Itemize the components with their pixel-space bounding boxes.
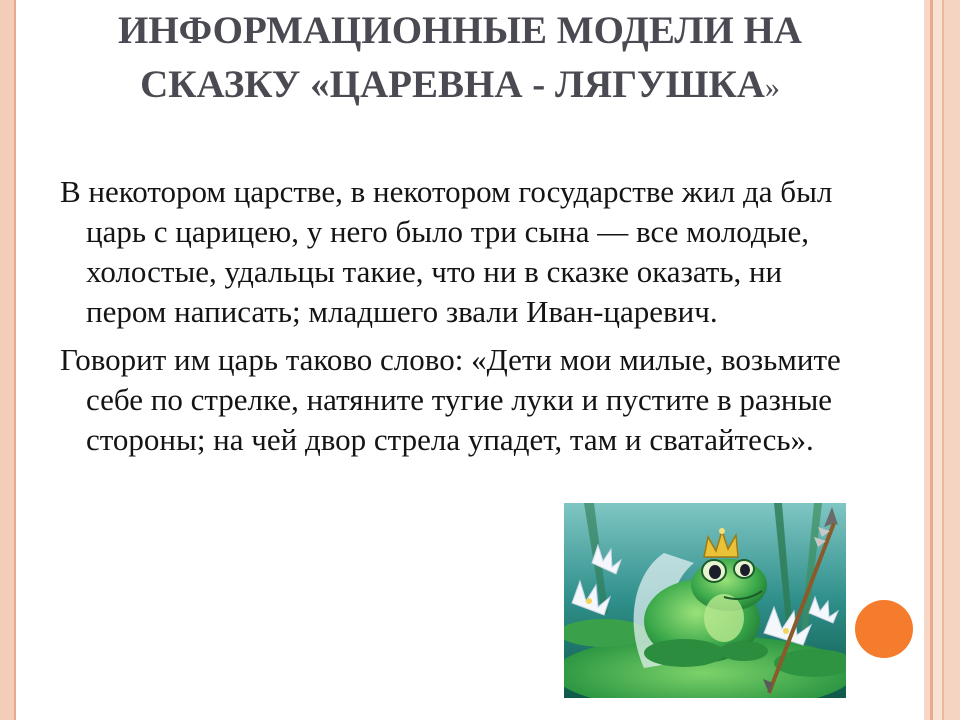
orange-circle-decoration: [855, 600, 913, 658]
frog-princess-image: [564, 503, 846, 698]
slide-title-main: ИНФОРМАЦИОННЫЕ МОДЕЛИ НА СКАЗКУ «ЦАРЕВНА - ЛЯГУШКА: [118, 9, 802, 106]
slide-body: [60, 172, 860, 468]
paragraph: Говорит им царь таково слово: «Дети мои милые, возьмите себе по стрелке, натяните тугие луки и пустите в разные стороны; на чей двор стрела упадет, там и сватайтесь».: [60, 342, 841, 457]
slide-title: [60, 4, 860, 115]
frog-princess-illustration: [564, 503, 846, 698]
right-border-decoration: [924, 0, 960, 720]
slide-title-tail: »: [764, 71, 780, 104]
left-border-decoration: [0, 0, 14, 720]
paragraph: В некотором царстве, в некотором государстве жил да был царь с царицею, у него было три сына — все молодые, холостые, удальцы такие, что ни в сказке оказать, ни пером написать; младшего звали Иван-царевич.: [60, 174, 833, 329]
